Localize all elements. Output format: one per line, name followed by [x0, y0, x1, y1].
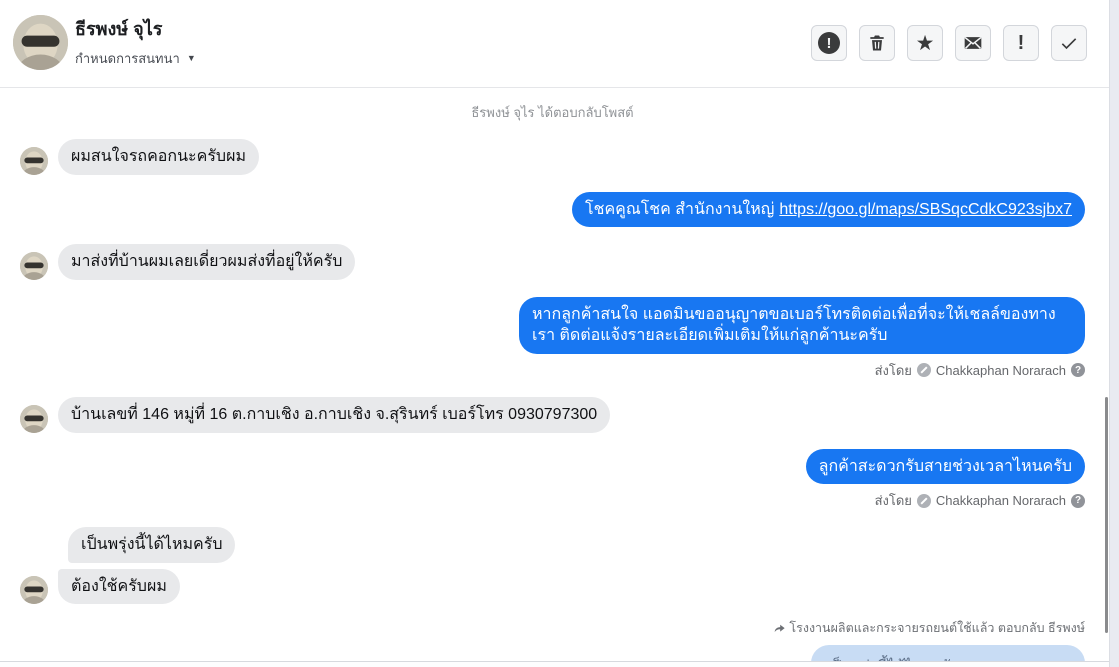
contact-info — [75, 19, 196, 69]
message-list — [0, 88, 1119, 604]
message-bubble: ผมสนใจรถคอกนะครับผม — [58, 139, 259, 175]
system-notice: ธีรพงษ์ จุไร ได้ตอบกลับโพสต์ — [471, 105, 634, 120]
trash-icon — [867, 33, 887, 53]
star-icon: ★ — [915, 31, 935, 55]
sent-by-label: ส่งโดย — [874, 362, 912, 378]
sent-by-badge-icon — [917, 363, 931, 377]
sender-avatar — [20, 576, 48, 604]
exclamation-circle-icon: ! — [818, 32, 840, 54]
scrollbar-thumb[interactable] — [1105, 397, 1108, 633]
reply-context-text: โรงงานผลิตและกระจายรถยนต์ใช้แล้ว ตอบกลับ ธีรพงษ์ — [789, 621, 1085, 636]
message-bubble: ต้องใช้ครับผม — [58, 569, 180, 605]
sender-avatar — [20, 147, 48, 175]
conversation-label-dropdown[interactable] — [75, 48, 196, 69]
contact-name: ธีรพงษ์ จุไร — [75, 19, 163, 39]
reply-section — [0, 618, 1119, 667]
message-row-incoming — [20, 569, 1085, 605]
actions-toolbar — [811, 25, 1087, 61]
conversation-label: กำหนดการสนทนา — [75, 50, 180, 66]
message-row-incoming — [20, 244, 1085, 280]
contact-avatar[interactable] — [13, 15, 68, 70]
message-bubble: บ้านเลขที่ 146 หมู่ที่ 16 ต.กาบเชิง อ.กาบเชิง จ.สุรินทร์ เบอร์โทร 0930797300 — [58, 397, 610, 433]
sent-by-badge-icon — [917, 494, 931, 508]
mark-important-button[interactable] — [1003, 25, 1039, 61]
help-icon[interactable]: ? — [1071, 494, 1085, 508]
message-row-incoming — [20, 139, 1085, 175]
scrollbar-track — [1109, 0, 1119, 667]
message-bubble: ลูกค้าสะดวกรับสายช่วงเวลาไหนครับ — [806, 449, 1085, 485]
reply-context[interactable] — [20, 618, 1085, 638]
sent-by-line — [875, 360, 1085, 381]
sender-avatar — [20, 252, 48, 280]
message-row-outgoing — [20, 192, 1085, 228]
bottom-strip — [0, 662, 1110, 667]
message-bubble: หากลูกค้าสนใจ แอดมินขออนุญาตขอเบอร์โทรติดต่อเพื่อที่จะให้เชลล์ของทางเรา ติดต่อแจ้งรายละเอียดเพิ่มเติมให้แก่ลูกค้านะครับ — [519, 297, 1085, 354]
admin-name: Chakkaphan Norarach — [935, 362, 1066, 378]
help-icon[interactable]: ? — [1071, 363, 1085, 377]
admin-name: Chakkaphan Norarach — [935, 493, 1066, 509]
envelope-icon — [963, 33, 983, 53]
report-spam-button[interactable] — [811, 25, 847, 61]
chevron-down-icon: ▼ — [186, 52, 196, 63]
sender-avatar — [20, 405, 48, 433]
message-bubble: มาส่งที่บ้านผมเลยเดี่ยวผมส่งที่อยู่ให้ครับ — [58, 244, 355, 280]
sent-by-label: ส่งโดย — [874, 493, 912, 509]
check-icon — [1059, 33, 1079, 53]
conversation-header — [0, 0, 1119, 88]
message-row-outgoing — [20, 297, 1085, 381]
delete-button[interactable] — [859, 25, 895, 61]
message-row-outgoing — [20, 449, 1085, 512]
message-link[interactable]: https://goo.gl/maps/SBSqcCdkC923sjbx7 — [779, 200, 1072, 218]
avatar-face-icon — [13, 15, 68, 70]
message-text: โชคคูณโชค สำนักงานใหญ่ — [584, 200, 775, 218]
message-row-incoming — [20, 527, 1085, 563]
message-row-incoming — [20, 397, 1085, 433]
mark-done-button[interactable] — [1051, 25, 1087, 61]
mark-unread-button[interactable] — [955, 25, 991, 61]
exclamation-icon: ! — [1017, 32, 1025, 54]
message-bubble — [572, 192, 1085, 228]
message-bubble: เป็นพรุ่งนี้ได้ไหมครับ — [68, 527, 235, 563]
star-button[interactable] — [907, 25, 943, 61]
reply-arrow-icon — [774, 623, 785, 634]
sent-by-line — [875, 490, 1085, 511]
